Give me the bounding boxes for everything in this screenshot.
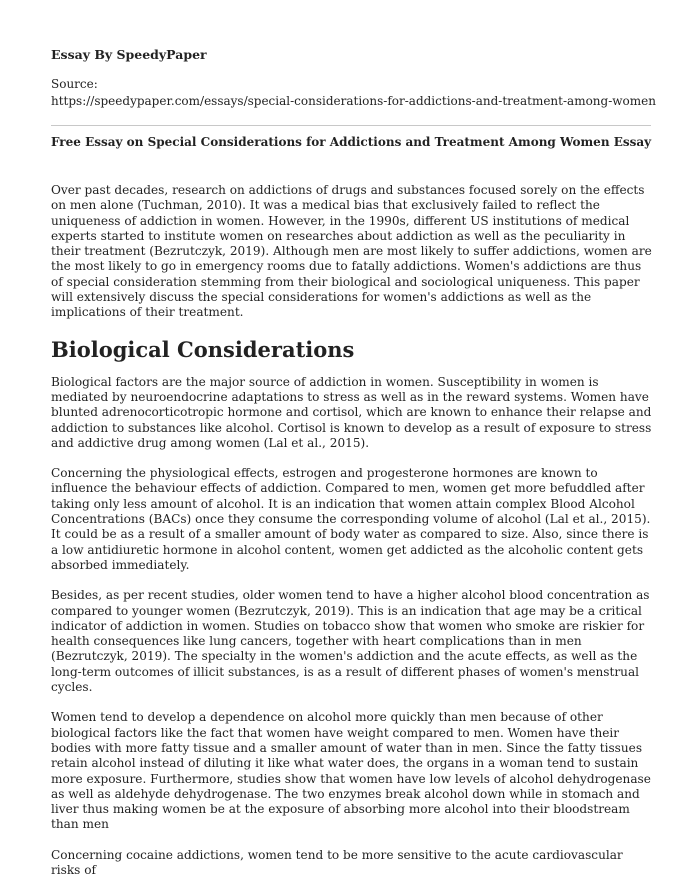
body-paragraph: Besides, as per recent studies, older women tend to have a higher alcohol blood concentration as compared to younger women (Bezrutczyk, 2019). This is an indication that age may be a critical indicator of addiction in women. Studies on tobacco show that women who smoke are riskier for health consequences like lung cancers, together with heart complications than in men (Bezrutczyk, 2019). The specialty in the women's addiction and the acute effects, as well as the long-term outcomes of illicit substances, is as a result of different phases of women's menstrual cycles. bbox=[51, 588, 650, 695]
source-url: https://speedypaper.com/essays/special-considerations-for-addictions-and-treatment-among-women bbox=[51, 94, 656, 108]
source-label: Source: bbox=[51, 77, 98, 91]
source-block bbox=[51, 76, 661, 110]
header-divider bbox=[51, 125, 651, 126]
intro-paragraph: Over past decades, research on addictions of drugs and substances focused sorely on the effects on men alone (Tuchman, 2010). It was a medical bias that exclusively failed to reflect the uniqueness of addiction in women. However, in the 1990s, different US institutions of medical experts started to institute women on researches about addiction as well as the peculiarity in their treatment (Bezrutczyk, 2019). Although men are most likely to suffer addictions, women are the most likely to go in emergency rooms due to fatally addictions. Women's addictions are thus of special consideration stemming from their biological and sociological uniqueness. This paper will extensively discuss the special considerations for women's addictions as well as the implications of their treatment. bbox=[51, 183, 652, 320]
section-heading: Biological Considerations bbox=[51, 336, 355, 362]
document-title: Free Essay on Special Considerations for Addictions and Treatment Among Women Essay bbox=[51, 135, 652, 149]
body-paragraph: Concerning the physiological effects, estrogen and progesterone hormones are known to influence the behaviour effects of addiction. Compared to men, women get more befuddled after taking only less amount of alcohol. It is an indication that women attain complex Blood Alcohol Concentrations (BACs) once they consume the corresponding volume of alcohol (Lal et al., 2015). It could be as a result of a smaller amount of body water as compared to size. Also, since there is a low antidiuretic hormone in alcohol content, women get addicted as the alcoholic content gets absorbed immediately. bbox=[51, 466, 651, 572]
essay-body bbox=[51, 183, 653, 893]
body-paragraph: Women tend to develop a dependence on alcohol more quickly than men because of other biological factors like the fact that women have weight compared to men. Women have their bodies with more fatty tissue and a smaller amount of water than in men. Since the fatty tissues retain alcohol instead of diluting it like what water does, the organs in a woman tend to sustain more exposure. Furthermore, studies show that women have low levels of alcohol dehydrogenase as well as aldehyde dehydrogenase. The two enzymes break alcohol down while in stomach and liver thus making women be at the exposure of absorbing more alcohol into their bloodstream than men bbox=[51, 710, 651, 832]
brand-label: Essay By SpeedyPaper bbox=[51, 47, 207, 62]
body-paragraph: Biological factors are the major source of addiction in women. Susceptibility in women is mediated by neuroendocrine adaptations to stress as well as in the reward systems. Women have blunted adrenocorticotropic hormone and cortisol, which are known to enhance their relapse and addiction to substances like alcohol. Cortisol is known to develop as a result of exposure to stress and addictive drug among women (Lal et al., 2015). bbox=[51, 374, 652, 450]
body-paragraph: Concerning cocaine addictions, women tend to be more sensitive to the acute cardiovascular risks of bbox=[51, 847, 623, 877]
